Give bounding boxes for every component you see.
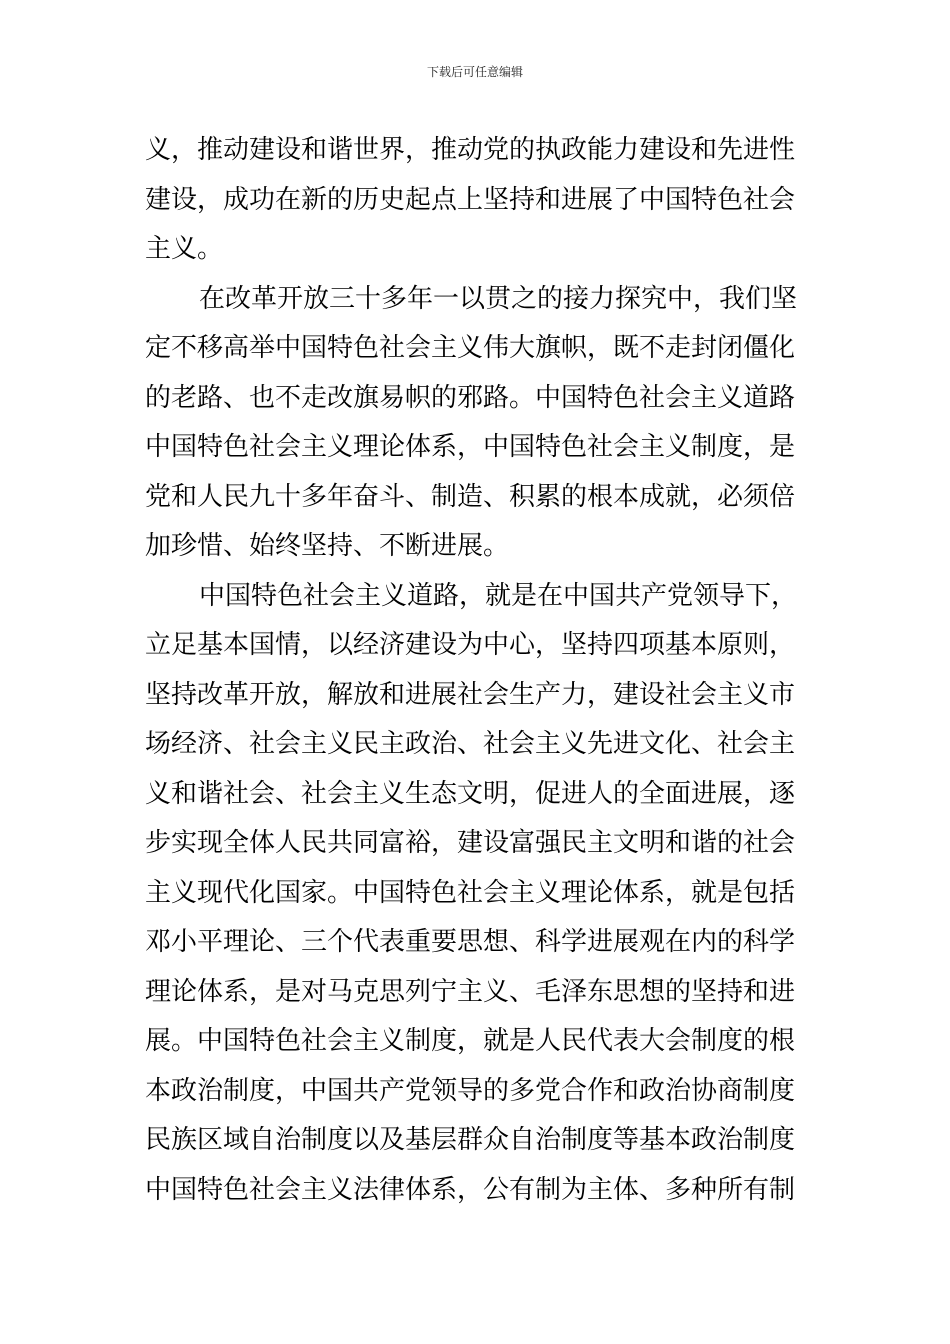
text-line: 中国特色社会主义理论体系，中国特色社会主义制度，是 bbox=[145, 432, 796, 462]
text-line: 展。中国特色社会主义制度，就是人民代表大会制度的根 bbox=[145, 1026, 796, 1056]
text-line: 加珍惜、始终坚持、不断进展。 bbox=[145, 531, 510, 561]
text-line: 民族区域自治制度以及基层群众自治制度等基本政治制度 bbox=[145, 1125, 796, 1155]
text-line: 建设，成功在新的历史起点上坚持和进展了中国特色社会 bbox=[145, 184, 796, 215]
text-line: 场经济、社会主义民主政治、社会主义先进文化、社会主 bbox=[145, 729, 796, 759]
text-line: 主义现代化国家。中国特色社会主义理论体系，就是包括 bbox=[145, 877, 796, 908]
document-body bbox=[145, 126, 825, 1215]
text-line: 邓小平理论、三个代表重要思想、科学进展观在内的科学 bbox=[145, 927, 796, 957]
text-line: 中国特色社会主义法律体系，公有制为主体、多种所有制 bbox=[145, 1174, 796, 1205]
text-line: 义，推动建设和谐世界，推动党的执政能力建设和先进性 bbox=[145, 135, 796, 165]
text-line: 主义。 bbox=[145, 234, 224, 264]
text-line: 理论体系，是对马克思列宁主义、毛泽东思想的坚持和进 bbox=[145, 976, 796, 1007]
page-header: 下载后可任意编辑 bbox=[426, 65, 523, 79]
text-line: 在改革开放三十多年一以贯之的接力探究中，我们坚 bbox=[199, 283, 798, 314]
text-line: 的老路、也不走改旗易帜的邪路。中国特色社会主义道路 bbox=[145, 382, 796, 413]
text-line: 本政治制度，中国共产党领导的多党合作和政治协商制度 bbox=[145, 1075, 796, 1106]
text-line: 坚持改革开放，解放和进展社会生产力，建设社会主义市 bbox=[145, 679, 796, 710]
text-line: 义和谐社会、社会主义生态文明，促进人的全面进展，逐 bbox=[145, 778, 796, 809]
text-line: 党和人民九十多年奋斗、制造、积累的根本成就，必须倍 bbox=[145, 481, 796, 512]
text-line: 定不移高举中国特色社会主义伟大旗帜，既不走封闭僵化 bbox=[145, 333, 796, 363]
text-line: 中国特色社会主义道路，就是在中国共产党领导下， bbox=[199, 580, 798, 611]
text-line: 立足基本国情，以经济建设为中心，坚持四项基本原则， bbox=[145, 630, 796, 660]
text-line: 步实现全体人民共同富裕，建设富强民主文明和谐的社会 bbox=[145, 828, 796, 858]
